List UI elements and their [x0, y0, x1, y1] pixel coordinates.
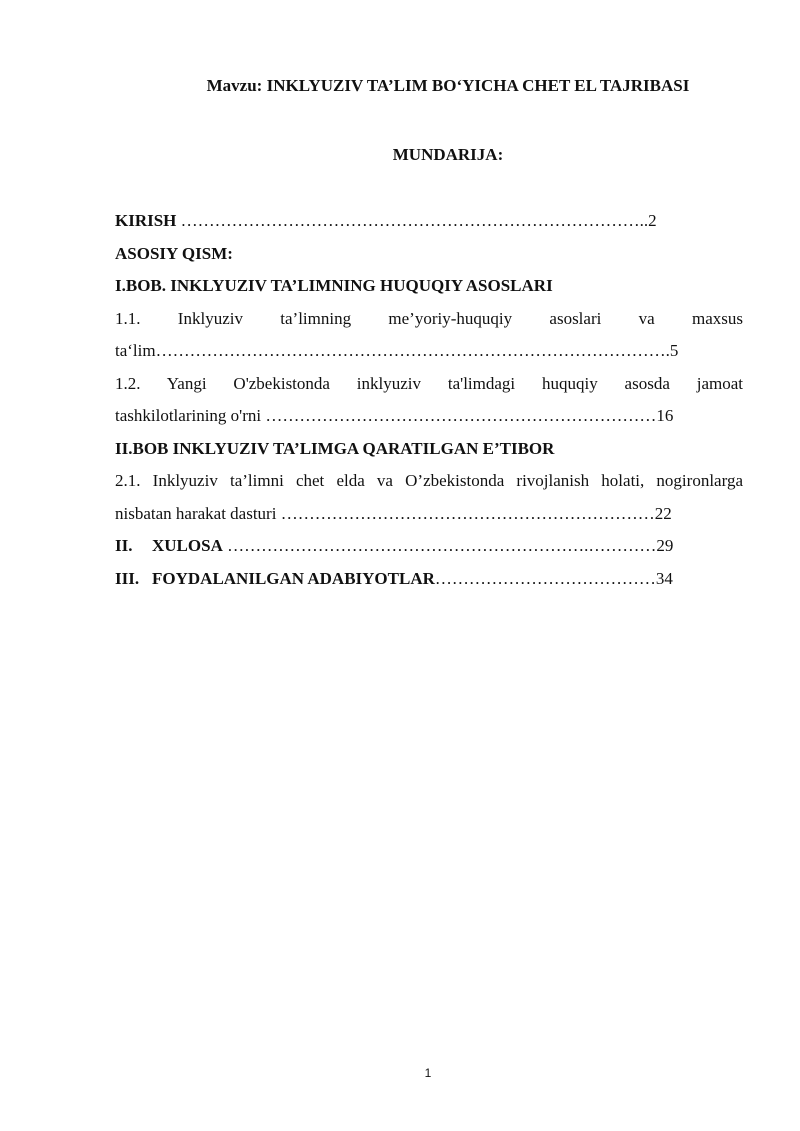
toc-entry-kirish[interactable] [115, 205, 743, 238]
toc-entry-1-2-line-2[interactable]: tashkilotlarining o'rni ……………………………………………………………16 [115, 406, 674, 425]
toc-entry-2-1-line-2[interactable]: nisbatan harakat dasturi …………………………………………………………22 [115, 503, 672, 523]
toc-entry-number: II. [115, 536, 133, 555]
toc-entry-label: KIRISH [115, 211, 177, 230]
page-number: 1 [424, 1066, 432, 1080]
toc-entry-label: FOYDALANILGAN ADABIYOTLAR [152, 568, 435, 588]
toc-entry-1-2-line-1[interactable]: 1.2. Yangi O'zbekistonda inklyuziv ta'limdagi huquqiy asosda jamoat [115, 373, 743, 393]
toc-entry-leader: ………………………………………………………………………..2 [176, 211, 657, 230]
toc-entry-number: III. [115, 568, 140, 588]
toc-entry-references[interactable] [115, 563, 743, 596]
table-of-contents [115, 205, 743, 595]
toc-chapter-1-title[interactable]: I.BOB. INKLYUZIV TA’LIMNING HUQUQIY ASOSLARI [115, 276, 553, 295]
toc-entry-1-1-line-1[interactable]: 1.1. Inklyuziv ta’limning me’yoriy-huquqiy asoslari va maxsus [115, 308, 743, 328]
toc-entry-label: XULOSA [152, 536, 223, 555]
contents-heading: MUNDARIJA: [392, 145, 504, 164]
toc-entry-conclusion[interactable] [115, 530, 743, 563]
toc-entry-1-1-line-2[interactable]: ta‘lim……………………………………………………………………………….5 [115, 341, 679, 360]
document-topic: Mavzu: INKLYUZIV TA’LIM BO‘YICHA CHET EL TAJRIBASI [206, 76, 690, 95]
toc-entry-leader: ……………………………………………………….…………29 [222, 536, 674, 555]
toc-entry-2-1-line-1[interactable]: 2.1. Inklyuziv ta’limni chet elda va O’zbekistonda rivojlanish holati, nogironlarga [115, 471, 743, 490]
toc-entry-leader: …………………………………34 [434, 568, 673, 588]
toc-chapter-2-title[interactable]: II.BOB INKLYUZIV TA’LIMGA QARATILGAN E’TIBOR [115, 438, 555, 458]
toc-main-part-heading: ASOSIY QISM: [115, 243, 233, 263]
